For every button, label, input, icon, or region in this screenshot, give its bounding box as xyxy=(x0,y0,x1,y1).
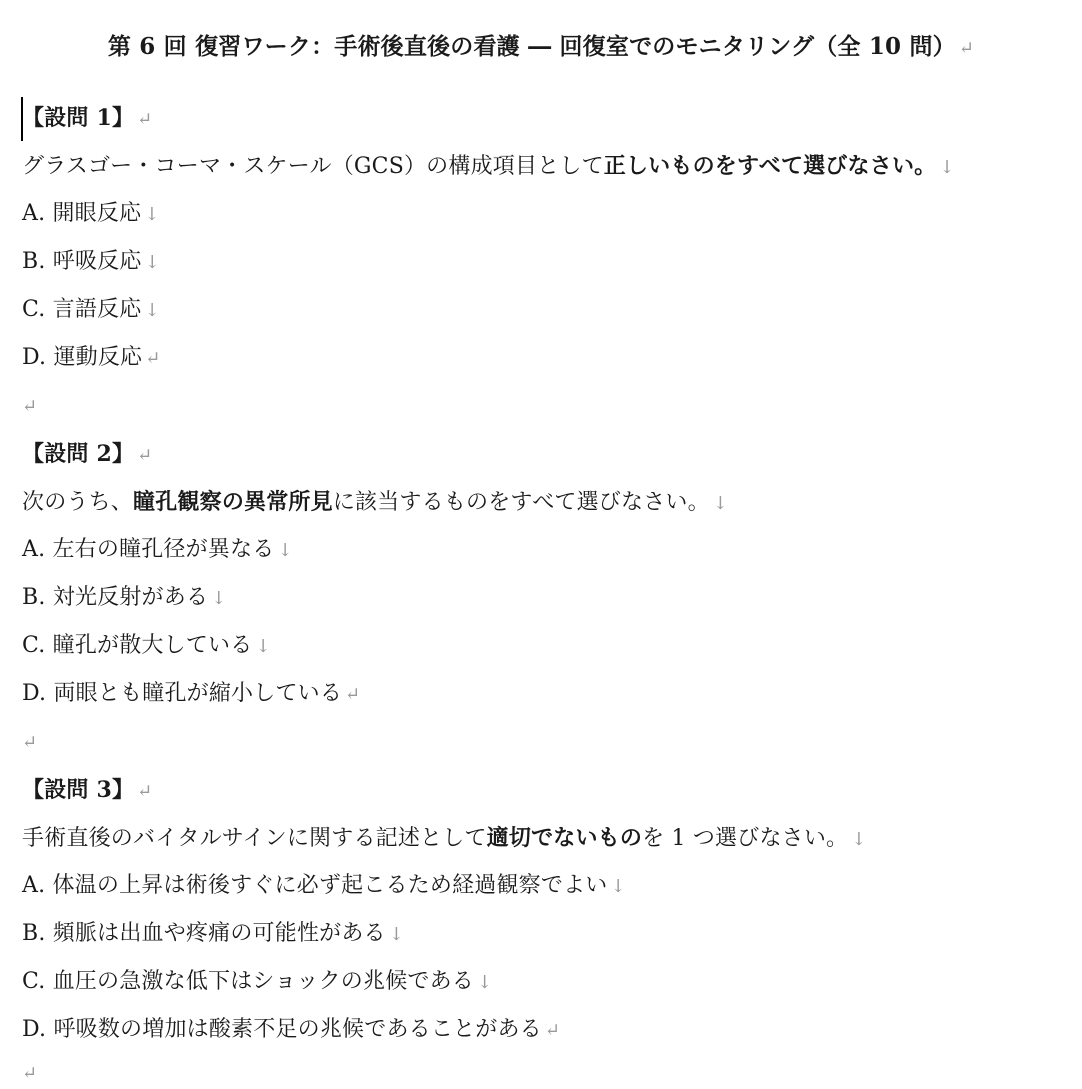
empty-paragraph xyxy=(22,727,37,758)
option-text: A. 左右の瞳孔径が異なる xyxy=(22,537,275,562)
option-text: C. 瞳孔が散大している xyxy=(22,633,253,658)
question-3-option-a xyxy=(22,871,626,902)
prompt-emphasis: 適切でないもの xyxy=(486,825,643,851)
paragraph-mark: ↵ xyxy=(22,1063,38,1084)
paragraph-mark: ↵ xyxy=(22,396,38,417)
prompt-text: グラスゴー・コーマ・スケール（GCS）の構成項目として xyxy=(22,154,604,179)
title-text: 第 6 回 復習ワーク：手術後直後の看護 ― 回復室でのモニタリング（全 10 問） xyxy=(107,33,956,60)
question-1-heading xyxy=(22,103,152,135)
prompt-text-end: を 1 つ選びなさい。 xyxy=(642,826,849,851)
question-3-heading xyxy=(22,775,152,807)
line-break-mark: ↓ xyxy=(144,300,160,321)
line-break-mark: ↓ xyxy=(851,829,867,850)
prompt-text-end: 。 xyxy=(914,153,937,179)
option-text: C. 血圧の急激な低下はショックの兆候である xyxy=(22,969,474,994)
paragraph-mark: ↵ xyxy=(544,1020,561,1041)
paragraph-mark: ↵ xyxy=(145,348,161,369)
worksheet-title xyxy=(0,32,1082,64)
paragraph-mark: ↵ xyxy=(22,732,38,753)
question-2-option-c xyxy=(22,631,271,662)
option-text: D. 呼吸数の増加は酸素不足の兆候であることがある xyxy=(22,1017,542,1042)
question-heading-text: 【設問 3】 xyxy=(22,777,135,803)
question-2-prompt xyxy=(22,487,728,519)
paragraph-mark: ↵ xyxy=(137,781,153,802)
option-text: A. 開眼反応 xyxy=(22,201,142,226)
question-heading-text: 【設問 1】 xyxy=(22,105,135,131)
question-heading-text: 【設問 2】 xyxy=(22,441,135,467)
line-break-mark: ↓ xyxy=(477,972,493,993)
question-3-option-d xyxy=(22,1015,560,1046)
option-text: D. 運動反応 xyxy=(22,345,143,370)
prompt-emphasis: 瞳孔観察の異常所見 xyxy=(133,489,333,515)
line-break-mark: ↓ xyxy=(610,876,626,897)
paragraph-mark: ↵ xyxy=(345,684,361,705)
empty-paragraph xyxy=(22,1058,37,1089)
line-break-mark: ↓ xyxy=(388,924,405,945)
line-break-mark: ↓ xyxy=(211,588,227,609)
line-break-mark: ↓ xyxy=(144,252,160,273)
option-text: D. 両眼とも瞳孔が縮小している xyxy=(22,681,343,706)
question-2-option-a xyxy=(22,535,293,566)
line-break-mark: ↓ xyxy=(277,540,293,561)
paragraph-mark: ↵ xyxy=(958,38,975,59)
line-break-mark: ↓ xyxy=(255,636,271,657)
empty-paragraph xyxy=(22,391,37,422)
question-2-option-b xyxy=(22,583,226,614)
prompt-text-end: に該当するものをすべて選びなさい。 xyxy=(332,490,710,515)
line-break-mark: ↓ xyxy=(712,493,729,514)
option-text: A. 体温の上昇は術後すぐに必ず起こるため経過観察でよい xyxy=(22,873,608,898)
paragraph-mark: ↵ xyxy=(137,109,153,130)
prompt-text: 次のうち、 xyxy=(22,490,134,515)
question-1-option-a xyxy=(22,199,160,230)
prompt-emphasis: 正しいものをすべて選びなさい xyxy=(603,153,915,179)
option-text: B. 呼吸反応 xyxy=(22,249,142,274)
line-break-mark: ↓ xyxy=(939,157,955,178)
question-1-prompt xyxy=(22,151,955,183)
question-2-option-d xyxy=(22,679,360,710)
question-2-heading xyxy=(22,439,152,471)
question-1-option-d xyxy=(22,343,161,374)
question-1-option-c xyxy=(22,295,160,326)
option-text: B. 頻脈は出血や疼痛の可能性がある xyxy=(22,921,386,946)
question-3-prompt xyxy=(22,823,867,855)
option-text: B. 対光反射がある xyxy=(22,585,209,610)
paragraph-mark: ↵ xyxy=(137,445,153,466)
question-3-option-b xyxy=(22,919,404,950)
question-3-option-c xyxy=(22,967,492,998)
prompt-text: 手術直後のバイタルサインに関する記述として xyxy=(22,826,487,851)
line-break-mark: ↓ xyxy=(144,204,160,225)
option-text: C. 言語反応 xyxy=(22,297,142,322)
question-1-option-b xyxy=(22,247,160,278)
